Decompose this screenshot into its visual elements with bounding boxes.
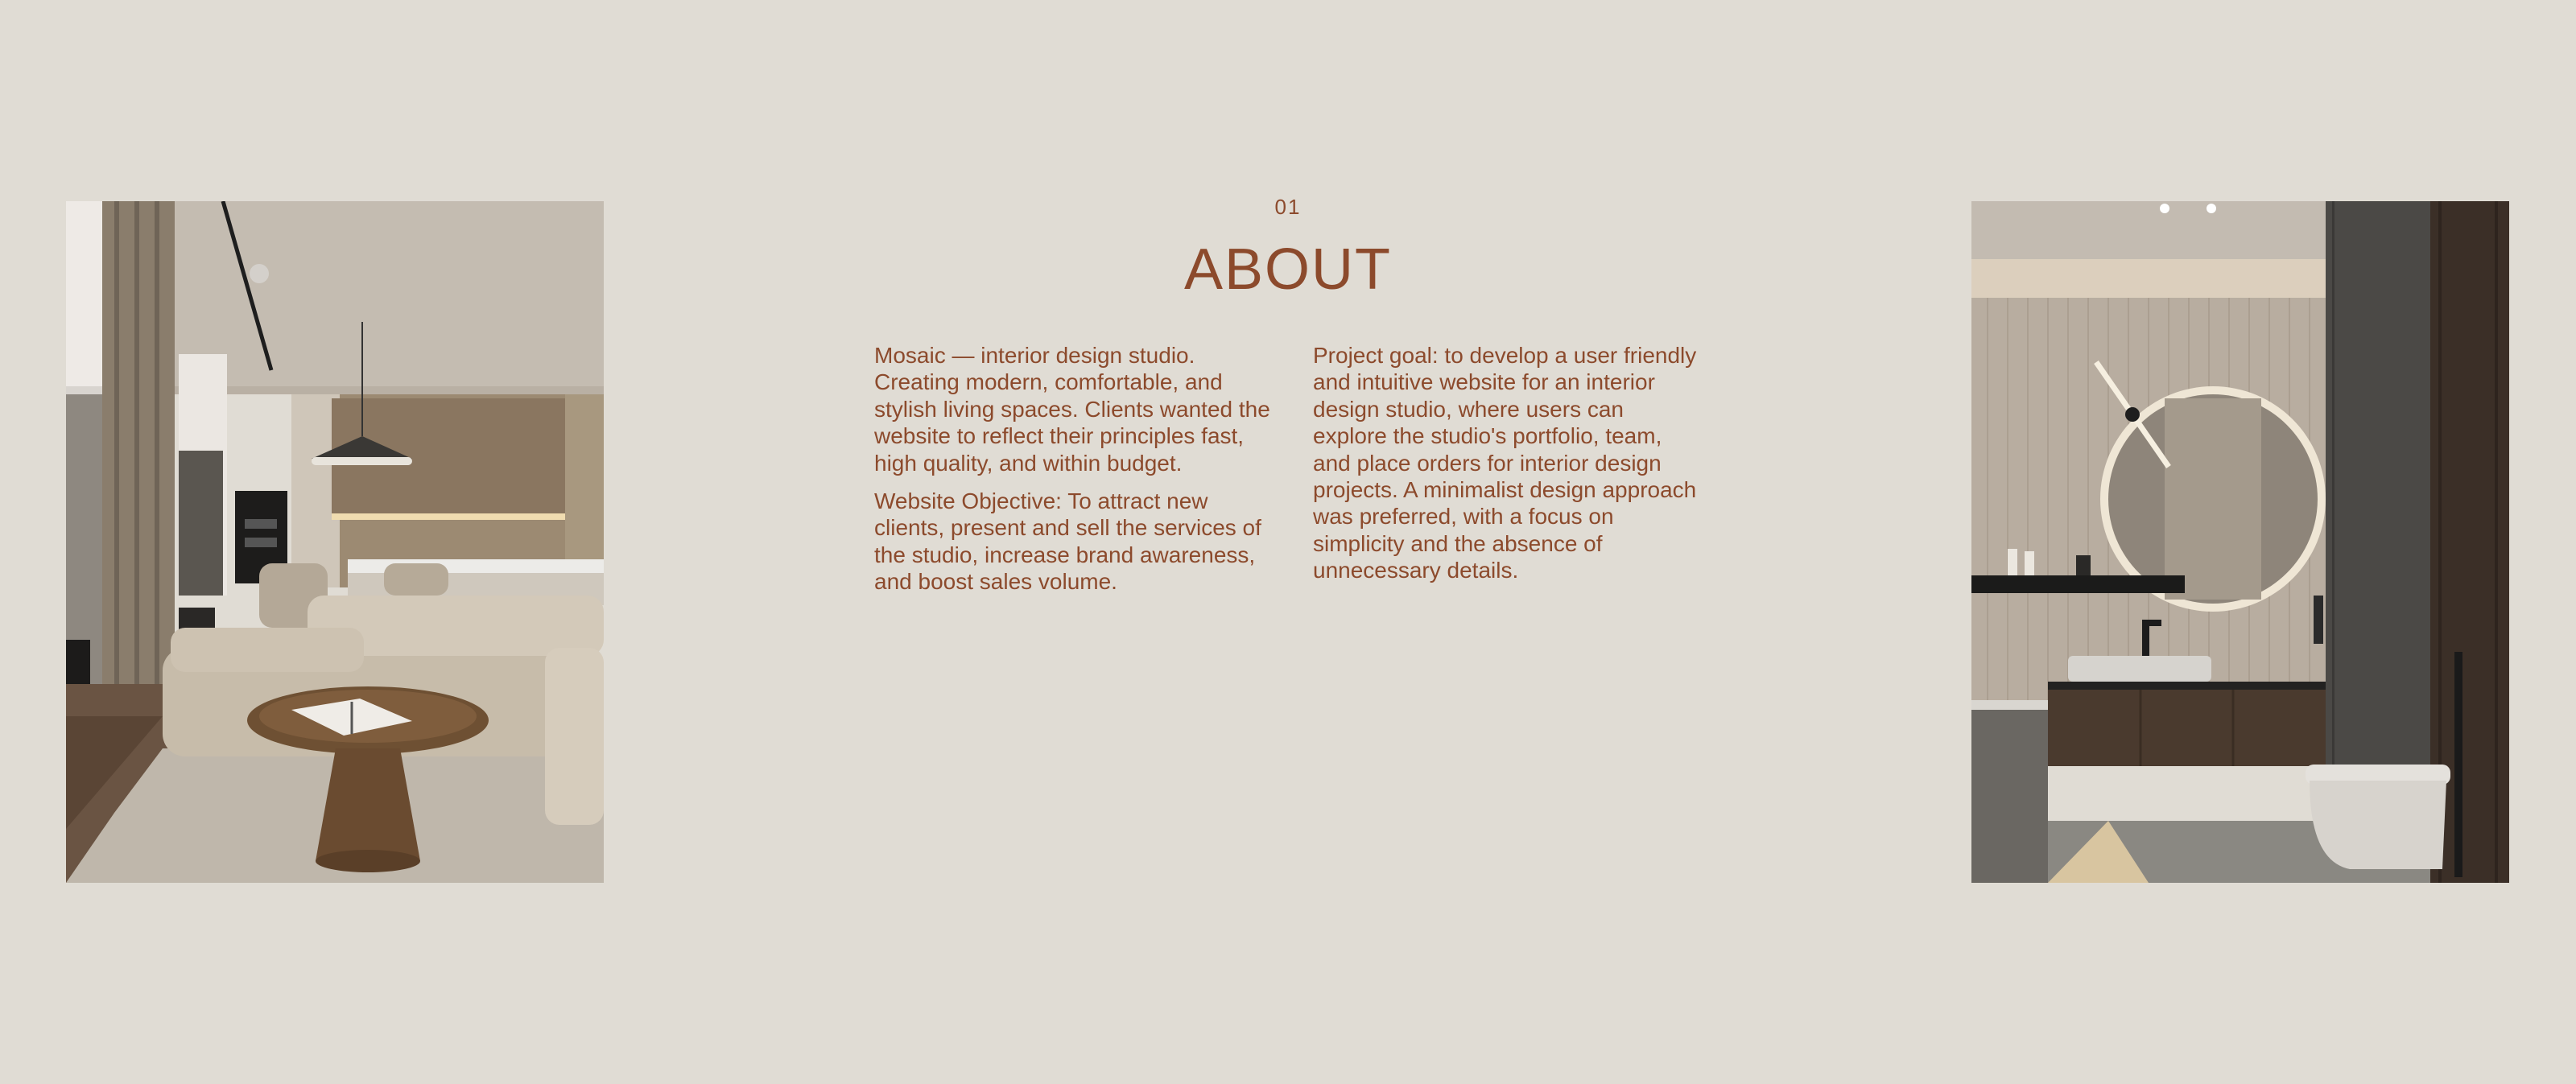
studio-description: Mosaic — interior design studio. Creating modern, comfortable, and stylish living spaces. Clients wanted the website to reflect their principles fast, high quality, and within budget. — [874, 343, 1270, 476]
website-objective: Website Objective: To attract new clients, present and sell the services of the studio, increase brand awareness, and boost sales volume. — [874, 488, 1261, 595]
bathroom-photo — [1971, 201, 2509, 883]
section-number: 01 — [1274, 195, 1302, 219]
section-title: ABOUT — [1183, 237, 1393, 302]
about-column-left — [874, 342, 1277, 607]
about-column-right — [1313, 342, 1699, 596]
project-goal: Project goal: to develop a user friendly and intuitive website for an interior design studio, where users can explore the studio's portfolio, team, and place orders for interior design projects. A minimalist design approach was preferred, with a focus on simplicity and the absence of unnecessary details. — [1313, 343, 1697, 583]
living-room-photo — [66, 201, 604, 883]
